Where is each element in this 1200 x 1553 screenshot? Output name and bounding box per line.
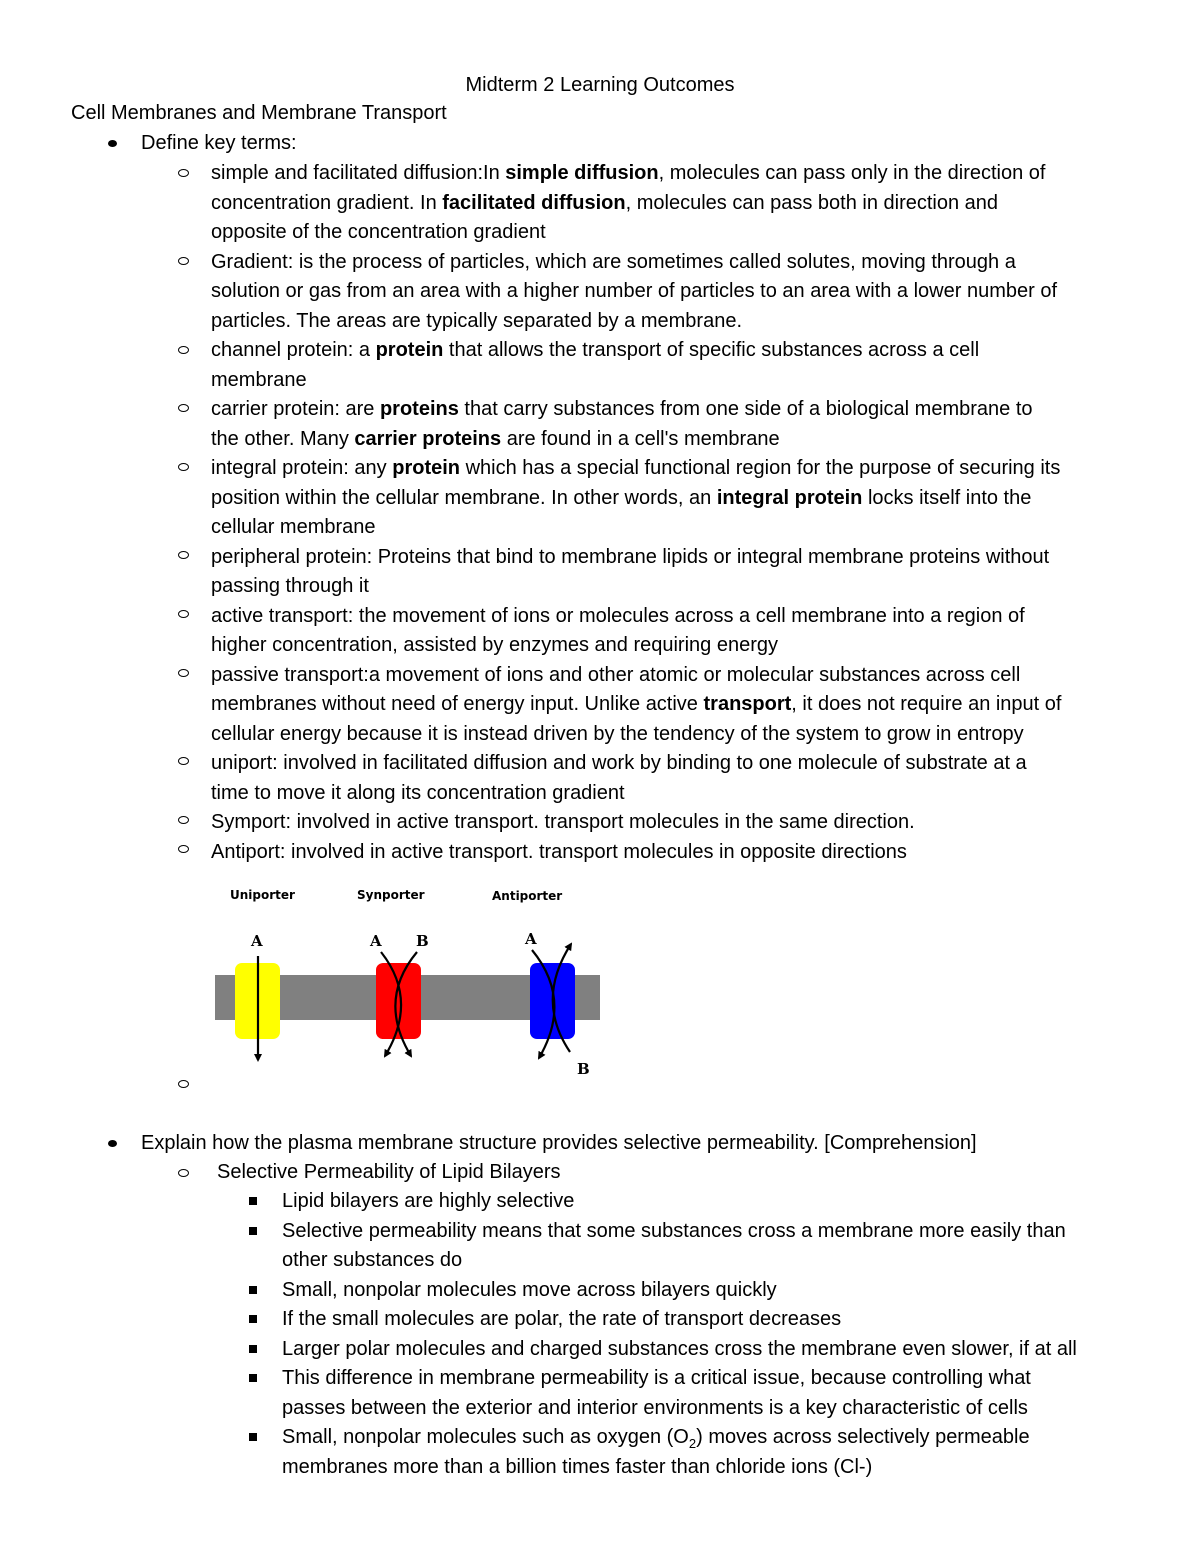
list-item: Lipid bilayers are highly selective (282, 1190, 575, 1212)
bullet-square-icon (249, 1197, 257, 1205)
bullet-circle-icon (178, 551, 189, 559)
bullet-circle-icon (178, 1169, 189, 1177)
list-item: Selective permeability means that some substances cross a membrane more easily than other substances do (282, 1219, 1066, 1271)
bullet-circle-icon (178, 816, 189, 824)
bullet-circle-icon (178, 669, 189, 677)
list-item: This difference in membrane permeability is a critical issue, because controlling what passes between the exterior and interior environments is a key characteristic of cells (282, 1367, 1031, 1419)
term-integral-protein: integral protein: any protein which has a special functional region for the purpose of securing its position within the cellular membrane. In other words, an integral protein locks itself into the cellular membrane (211, 457, 1061, 538)
term-simple-diffusion: simple and facilitated diffusion:In simple diffusion, molecules can pass only in the direction of concentration gradient. In facilitated diffusion, molecules can pass both in direction and opposite of the concentration gradient (211, 162, 1046, 243)
bullet-circle-icon (178, 346, 189, 354)
list-item: Small, nonpolar molecules such as oxygen $(O_2)$ moves across selectively permeable membranes more than a billion times faster than chloride ions (Cl-) (282, 1426, 1030, 1478)
bullet-square-icon (249, 1315, 257, 1323)
symporter-molecule-a: A (370, 932, 382, 950)
term-peripheral-protein: peripheral protein: Proteins that bind to membrane lipids or integral membrane proteins without passing through it (211, 545, 1050, 597)
list-item: Larger polar molecules and charged substances cross the membrane even slower, if at all (282, 1337, 1077, 1360)
bullet-square-icon (249, 1345, 257, 1353)
bullet-square-icon (249, 1433, 257, 1441)
antiporter-molecule-a: A (525, 930, 537, 948)
antiporter-label: Antiporter (492, 889, 563, 903)
section-heading: Cell Membranes and Membrane Transport (71, 102, 447, 124)
symporter-label: Synporter (357, 888, 425, 902)
bullet-dot-icon (108, 140, 117, 147)
subheading-selective-permeability: Selective Permeability of Lipid Bilayers (217, 1161, 561, 1183)
term-carrier-protein: carrier protein: are proteins that carry substances from one side of a biological membrane to the other. Many carrier proteins are found in a cell's membrane (211, 398, 1033, 450)
bullet-dot-icon (108, 1140, 117, 1147)
list-item: Small, nonpolar molecules move across bilayers quickly (282, 1278, 777, 1301)
term-channel-protein: channel protein: a protein that allows the transport of specific substances across a cell membrane (211, 339, 980, 391)
transporter-diagram (205, 880, 605, 1080)
list-item: If the small molecules are polar, the rate of transport decreases (282, 1308, 842, 1330)
bullet-explain-permeability: Explain how the plasma membrane structure provides selective permeability. [Comprehension] (141, 1132, 977, 1154)
term-list (211, 159, 1151, 867)
bullet-square-icon (249, 1227, 257, 1235)
bullet-define-key-terms: Define key terms: (141, 132, 297, 154)
bullet-circle-icon (178, 463, 189, 471)
term-symport: Symport: involved in active transport. transport molecules in the same direction. (211, 811, 915, 833)
bullet-circle-icon (178, 845, 189, 853)
bullet-circle-icon (178, 257, 189, 265)
bullet-circle-icon (178, 757, 189, 765)
term-active-transport: active transport: the movement of ions or molecules across a cell membrane into a region of higher concentration, assisted by enzymes and requiring energy (211, 604, 1025, 656)
permeability-list (282, 1187, 1162, 1482)
bullet-square-icon (249, 1374, 257, 1382)
bullet-circle-icon (178, 610, 189, 618)
term-antiport: Antiport: involved in active transport. transport molecules in opposite directions (211, 840, 907, 863)
bullet-circle-icon (178, 404, 189, 412)
bullet-square-icon (249, 1286, 257, 1294)
term-passive-transport: passive transport:a movement of ions and other atomic or molecular substances across cell membranes without need of energy input. Unlike active transport, it does not require an input of cellular energy because it is instead driven by the tendency of the system to grow in entropy (211, 663, 1062, 745)
uniporter-molecule-a: A (251, 932, 263, 950)
bullet-circle-icon (178, 169, 189, 177)
symporter-molecule-b: B (416, 932, 429, 950)
bullet-circle-icon (178, 1080, 189, 1088)
uniporter-label: Uniporter (230, 888, 295, 902)
term-gradient: Gradient: is the process of particles, which are sometimes called solutes, moving through a solution or gas from an area with a higher number of particles to an area with a lower number of particles. The areas are typically separated by a membrane. (211, 250, 1057, 332)
term-uniport: uniport: involved in facilitated diffusion and work by binding to one molecule of substrate at a time to move it along its concentration gradient (211, 752, 1027, 804)
antiporter-molecule-b: B (577, 1060, 590, 1078)
document-title: Midterm 2 Learning Outcomes (465, 74, 735, 96)
